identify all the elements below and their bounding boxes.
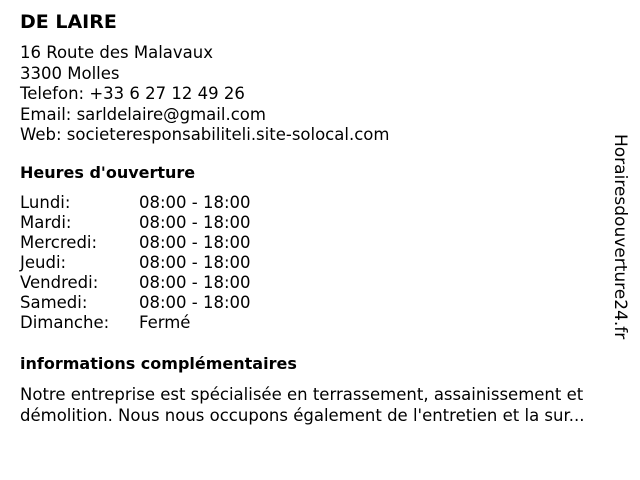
day-label: Samedi: [20, 293, 88, 312]
time-range: 08:00 - 18:00 [139, 253, 251, 272]
time-range: 08:00 - 18:00 [139, 233, 251, 252]
contact-block [20, 43, 389, 146]
day-label: Mardi: [20, 213, 72, 232]
hours-row-wednesday [20, 233, 251, 253]
hours-row-sunday [20, 313, 251, 333]
hours-row-tuesday [20, 213, 251, 233]
business-description [20, 384, 620, 426]
description-line: démolition. Nous nous occupons également de l'entretien et la sur... [20, 406, 585, 425]
phone-line: Telefon: +33 6 27 12 49 26 [20, 84, 245, 103]
email-line: Email: sarldelaire@gmail.com [20, 104, 266, 124]
web-line: Web: societeresponsabiliteli.site-solocal.com [20, 125, 390, 144]
time-range: 08:00 - 18:00 [139, 213, 251, 232]
day-label: Lundi: [20, 193, 71, 212]
time-range: 08:00 - 18:00 [139, 293, 251, 312]
time-range: 08:00 - 18:00 [139, 193, 251, 212]
address-city: 3300 Molles [20, 63, 120, 83]
time-range: Fermé [139, 313, 191, 332]
day-label: Dimanche: [20, 313, 110, 332]
opening-hours-table [20, 193, 251, 333]
hours-row-saturday [20, 293, 251, 313]
hours-heading: Heures d'ouverture [20, 163, 196, 182]
info-heading: informations complémentaires [20, 354, 297, 373]
hours-row-thursday [20, 253, 251, 273]
day-label: Vendredi: [20, 273, 99, 292]
site-watermark: Horairesdouverture24.fr [610, 134, 630, 340]
day-label: Jeudi: [20, 253, 67, 272]
time-range: 08:00 - 18:00 [139, 273, 251, 292]
hours-row-friday [20, 273, 251, 293]
day-label: Mercredi: [20, 233, 98, 252]
address-street: 16 Route des Malavaux [20, 43, 213, 62]
hours-row-monday [20, 193, 251, 213]
business-name: DE LAIRE [20, 11, 117, 33]
description-line: Notre entreprise est spécialisée en terrassement, assainissement et [20, 385, 584, 404]
